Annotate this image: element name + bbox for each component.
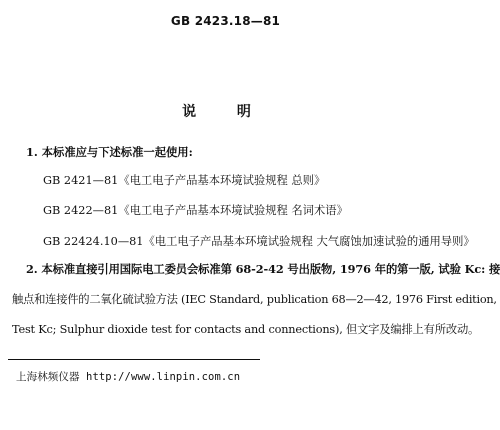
referenced-standard-2: GB 2422—81《电工电子产品基本环境试验规程 名词术语》: [43, 204, 348, 217]
usage-instruction: 1. 本标准应与下述标准一起使用:: [26, 145, 193, 159]
adoption-note-line-3: Test Kc; Sulphur dioxide test for contacts and connections), 但文字及编排上有所改动。: [12, 323, 480, 336]
standard-number-header: GB 2423.18—81: [170, 14, 281, 28]
source-footer: 上海林频仪器 http://www.linpin.com.cn: [16, 371, 241, 383]
adoption-note-line-1: 2. 本标准直接引用国际电工委员会标准第 68-2-42 号出版物, 1976 年的第一版, 试验 Kc: 接: [26, 262, 500, 276]
footer-divider: [8, 359, 260, 360]
referenced-standard-3: GB 22424.10—81《电工电子产品基本环境试验规程 大气腐蚀加速试验的通用导则》: [43, 235, 475, 248]
referenced-standard-1: GB 2421—81《电工电子产品基本环境试验规程 总则》: [43, 174, 326, 187]
adoption-note-line-2: 触点和连接件的二氧化硫试验方法 (IEC Standard, publication 68—2—42, 1976 First edition,: [12, 293, 497, 306]
section-title: 说 明: [182, 104, 269, 120]
